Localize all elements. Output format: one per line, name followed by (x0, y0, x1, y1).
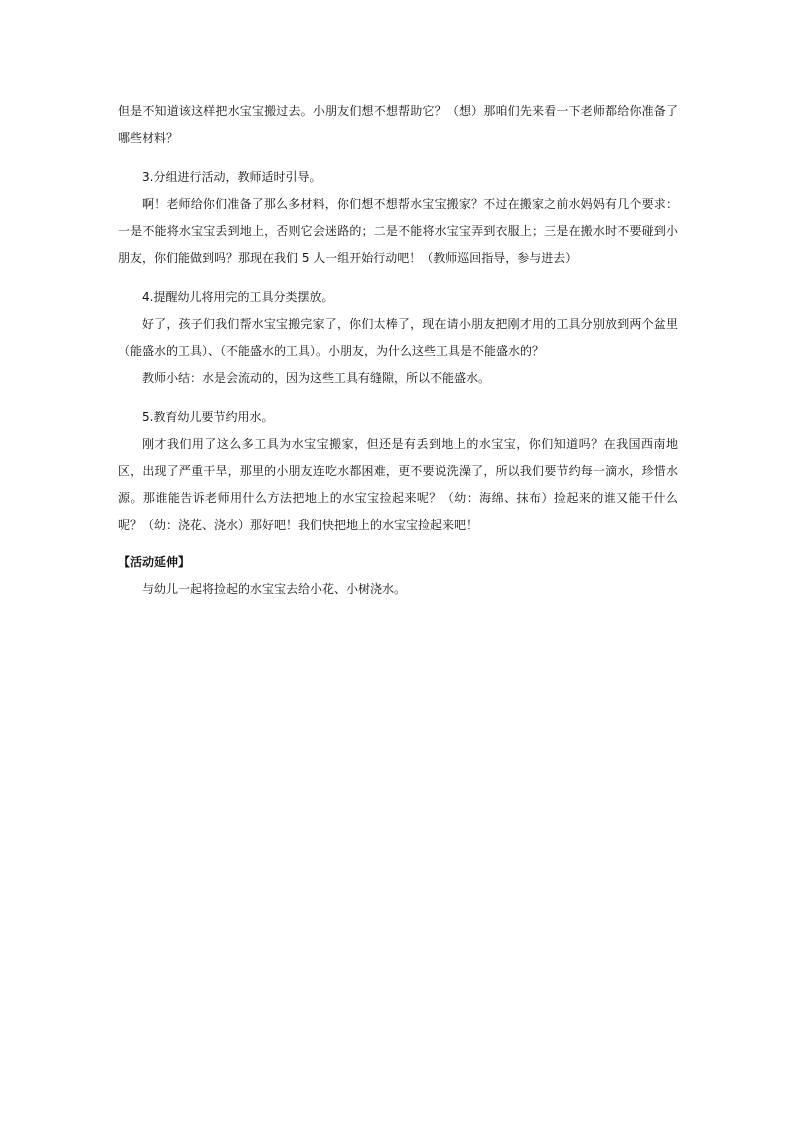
section-4-paragraph: 好了，孩子们我们帮水宝宝搬完家了，你们太棒了，现在请小朋友把刚才用的工具分别放到两个盆里（能盛水的工具）、（不能盛水的工具）。小朋友，为什么这些工具是不能盛水的？ (118, 317, 678, 358)
document-body (118, 98, 678, 603)
section-3-title: 3.分组进行活动，教师适时引导。 (142, 170, 322, 184)
section-3-paragraph: 啊！老师给你们准备了那么多材料，你们想不想帮水宝宝搬家？不过在搬家之前水妈妈有几个要求：一是不能将水宝宝丢到地上，否则它会迷路的；二是不能将水宝宝弄到衣服上；三是在搬水时不要碰到小朋友，你们能做到吗？那现在我们 5 人一组开始行动吧！（教师巡回指导，参与进去） (118, 197, 678, 265)
section-4-title: 4.提醒幼儿将用完的工具分类摆放。 (142, 290, 334, 304)
section-5-title: 5.教育幼儿要节约用水。 (142, 410, 274, 424)
section-5-paragraph: 刚才我们用了这么多工具为水宝宝搬家，但还是有丢到地上的水宝宝，你们知道吗？在我国西南地区，出现了严重干旱，那里的小朋友连吃水都困难，更不要说洗澡了，所以我们要节约每一滴水，珍惜水源。那谁能告诉老师用什么方法把地上的水宝宝捡起来呢？（幼：海绵、抹布）捡起来的谁又能干什么呢？（幼：浇花、浇水）那好吧！我们快把地上的水宝宝捡起来吧！ (118, 437, 678, 532)
extension-paragraph: 与幼儿一起将捡起的水宝宝去给小花、小树浇水。 (142, 582, 407, 596)
section-4-summary: 教师小结：水是会流动的，因为这些工具有缝隙，所以不能盛水。 (142, 371, 491, 385)
extension-heading: 【活动延伸】 (118, 555, 191, 569)
intro-paragraph: 但是不知道该这样把水宝宝搬过去。小朋友们想不想帮助它？（想）那咱们先来看一下老师都给你准备了哪些材料？ (118, 104, 678, 145)
